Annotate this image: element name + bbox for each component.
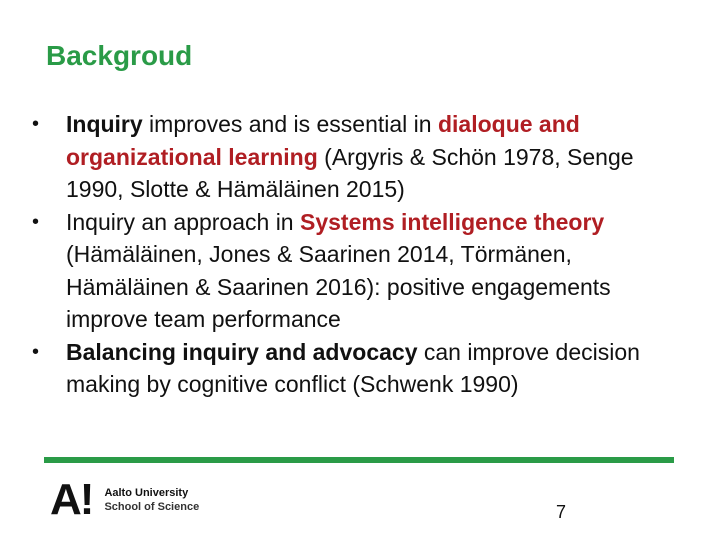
footer-divider: [44, 457, 674, 463]
page-number: 7: [556, 502, 567, 522]
bullet-text: improves and is essential in: [142, 111, 438, 137]
bullet-item: [32, 336, 692, 401]
bullet-bold-text: Inquiry: [66, 111, 143, 137]
bullet-item: [32, 206, 692, 336]
aalto-logo: [50, 475, 200, 524]
bullet-text: Inquiry an approach in: [66, 208, 300, 235]
bullet-bold-text: Balancing inquiry and advocacy: [66, 338, 418, 365]
bullet-list: [32, 108, 692, 401]
logo-university-name: Aalto University: [104, 487, 189, 499]
logo-school-name: School of Science: [104, 501, 200, 513]
bullet-text: (Hämäläinen, Jones & Saarinen 2014, Törmänen, Hämäläinen & Saarinen 2016): positive engagements improve team performance: [66, 241, 611, 332]
logo-mark: A!: [50, 475, 93, 524]
bullet-item: [32, 108, 692, 206]
bullet-text: can improve decision making by cognitive conflict (Schwenk 1990): [66, 338, 640, 397]
bullet-highlight-text: Systems intelligence theory: [300, 208, 605, 235]
slide-title: Backgroud: [46, 40, 193, 71]
bullet-text: (Argyris & Schön 1978, Senge 1990, Slotte & Hämäläinen 2015): [66, 143, 634, 202]
bullet-highlight-text: dialoque and organizational learning: [66, 111, 580, 170]
logo-text: [104, 486, 199, 514]
